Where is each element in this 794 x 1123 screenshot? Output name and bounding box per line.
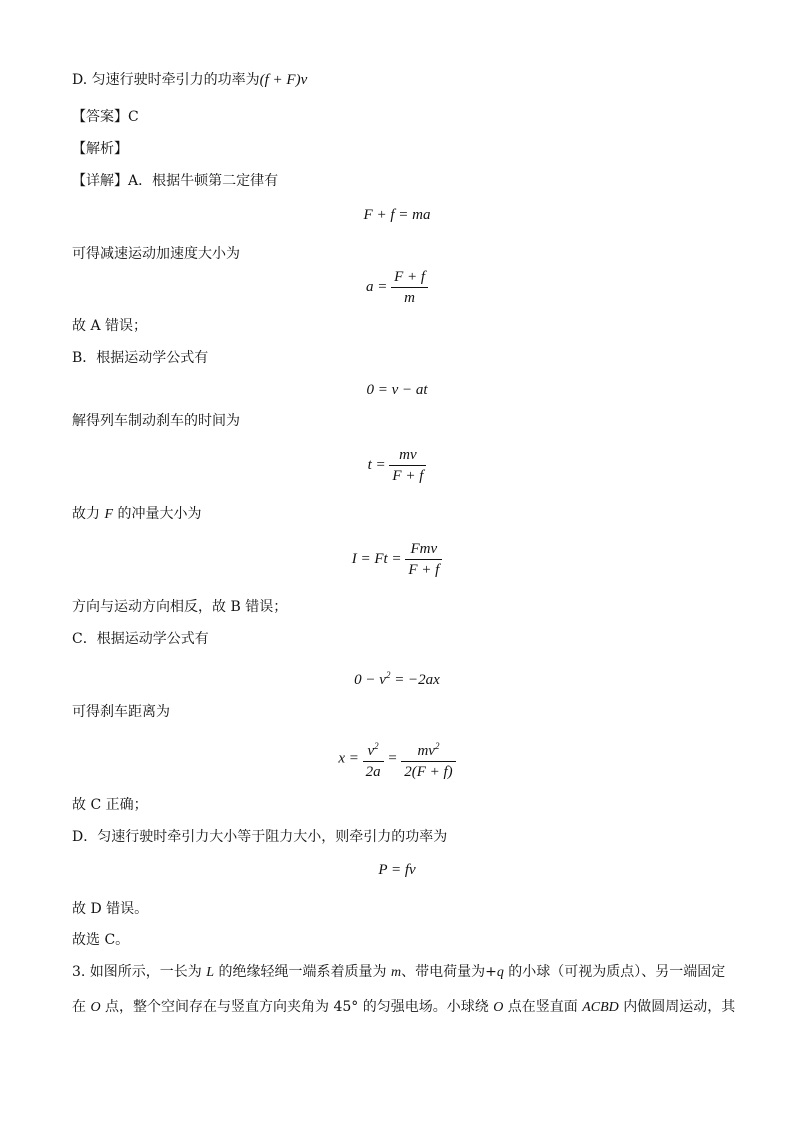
text-impulse <box>72 504 201 525</box>
equation-velocity-rhs: = −2ax <box>390 672 440 688</box>
text-a-wrong: 故 A 错误； <box>72 318 148 334</box>
question-text: 点，整个空间存在与竖直方向夹角为 45° 的匀强电场。小球绕 <box>100 999 494 1015</box>
analysis-tag: 【解析】 <box>72 141 128 157</box>
equation-velocity-lhs: 0 − v <box>354 672 386 688</box>
detail-tag: 【详解】 <box>72 173 128 189</box>
equation-accel-fraction <box>391 268 428 307</box>
text-d-intro: D．匀速行驶时牵引力大小等于阻力大小，则牵引力的功率为 <box>72 829 448 845</box>
numerator-base: mv <box>417 743 435 759</box>
numerator-base: v <box>367 743 375 759</box>
var-acbd: ACBD <box>582 1000 619 1015</box>
option-d-formula: (f + F)v <box>259 72 308 88</box>
var-o: O <box>90 1000 101 1015</box>
fraction-denominator: m <box>404 290 415 306</box>
text-brake-time: 解得列车制动刹车的时间为 <box>72 413 240 429</box>
equation-time-fraction <box>389 446 426 485</box>
question-number: 3. <box>72 964 86 980</box>
numerator-exp: 2 <box>434 741 440 751</box>
var-l: L <box>206 965 215 980</box>
numerator-exp: 2 <box>374 741 379 751</box>
fraction-denominator: 2a <box>365 764 381 780</box>
fraction-denominator: F + f <box>408 562 440 578</box>
option-d <box>72 70 307 90</box>
text-b-wrong: 方向与运动方向相反，故 B 错误； <box>72 599 288 615</box>
fraction-numerator: F + f <box>391 268 428 288</box>
equation-power: P = fv <box>378 862 416 878</box>
text-final-choice: 故选 C。 <box>72 932 130 948</box>
text-c-intro: C．根据运动学公式有 <box>72 631 209 647</box>
question-text: 的小球（可视为质点）、另一端固定 <box>503 964 726 980</box>
equation-impulse-lhs: I = Ft = <box>351 550 402 567</box>
question-text: 、带电荷量为+ <box>401 964 497 980</box>
question-text: 在 <box>72 999 91 1015</box>
equation-newton: F + f = ma <box>363 207 431 223</box>
var-o: O <box>493 1000 504 1015</box>
equation-accel-lhs: a = <box>365 278 388 295</box>
var-q: q <box>496 965 504 980</box>
fraction-denominator: F + f <box>392 468 424 484</box>
equation-velocity-exp: 2 <box>385 670 391 680</box>
fraction-denominator: 2(F + f) <box>404 764 453 780</box>
text-c-correct: 故 C 正确； <box>72 797 148 813</box>
question-3-line-2 <box>72 997 735 1018</box>
equation-distance <box>0 737 794 781</box>
text-impulse-var: F <box>104 507 114 522</box>
equation-distance-fraction-1 <box>363 737 384 781</box>
equation-impulse-fraction <box>405 540 442 579</box>
fraction-numerator <box>401 737 455 762</box>
equation-distance-eqsign: = <box>387 750 398 767</box>
equation-velocity <box>0 665 794 690</box>
answer-tag: 【答案】 <box>72 109 128 125</box>
question-text: 内做圆周运动，其 <box>618 999 736 1015</box>
detail-line <box>72 171 278 191</box>
equation-accel <box>0 268 794 307</box>
fraction-numerator: mv <box>389 446 426 466</box>
fraction-numerator <box>363 737 384 762</box>
answer-value: C <box>128 109 139 125</box>
text-d-wrong: 故 D 错误。 <box>72 901 149 917</box>
equation-kinematic: 0 = v − at <box>366 382 428 398</box>
question-text: 如图所示，一长为 <box>85 964 207 980</box>
detail-text: A．根据牛顿第二定律有 <box>128 173 279 189</box>
text-brake-distance: 可得刹车距离为 <box>72 704 170 720</box>
equation-distance-lhs: x = <box>338 750 359 767</box>
answer-line <box>72 107 139 127</box>
equation-distance-fraction-2 <box>401 737 455 781</box>
option-d-label: D. 匀速行驶时牵引力的功率为 <box>72 72 260 88</box>
text-impulse-pre: 故力 <box>72 506 105 522</box>
question-3-line-1 <box>72 962 725 983</box>
text-b-intro: B．根据运动学公式有 <box>72 350 209 366</box>
fraction-numerator: Fmv <box>405 540 442 560</box>
equation-impulse <box>0 540 794 579</box>
text-impulse-post: 的冲量大小为 <box>113 506 202 522</box>
text-accel: 可得减速运动加速度大小为 <box>72 246 240 262</box>
var-m: m <box>390 965 402 980</box>
question-text: 的绝缘轻绳一端系着质量为 <box>214 964 391 980</box>
equation-time <box>0 446 794 485</box>
question-text: 点在竖直面 <box>503 999 583 1015</box>
equation-time-lhs: t = <box>367 456 386 473</box>
